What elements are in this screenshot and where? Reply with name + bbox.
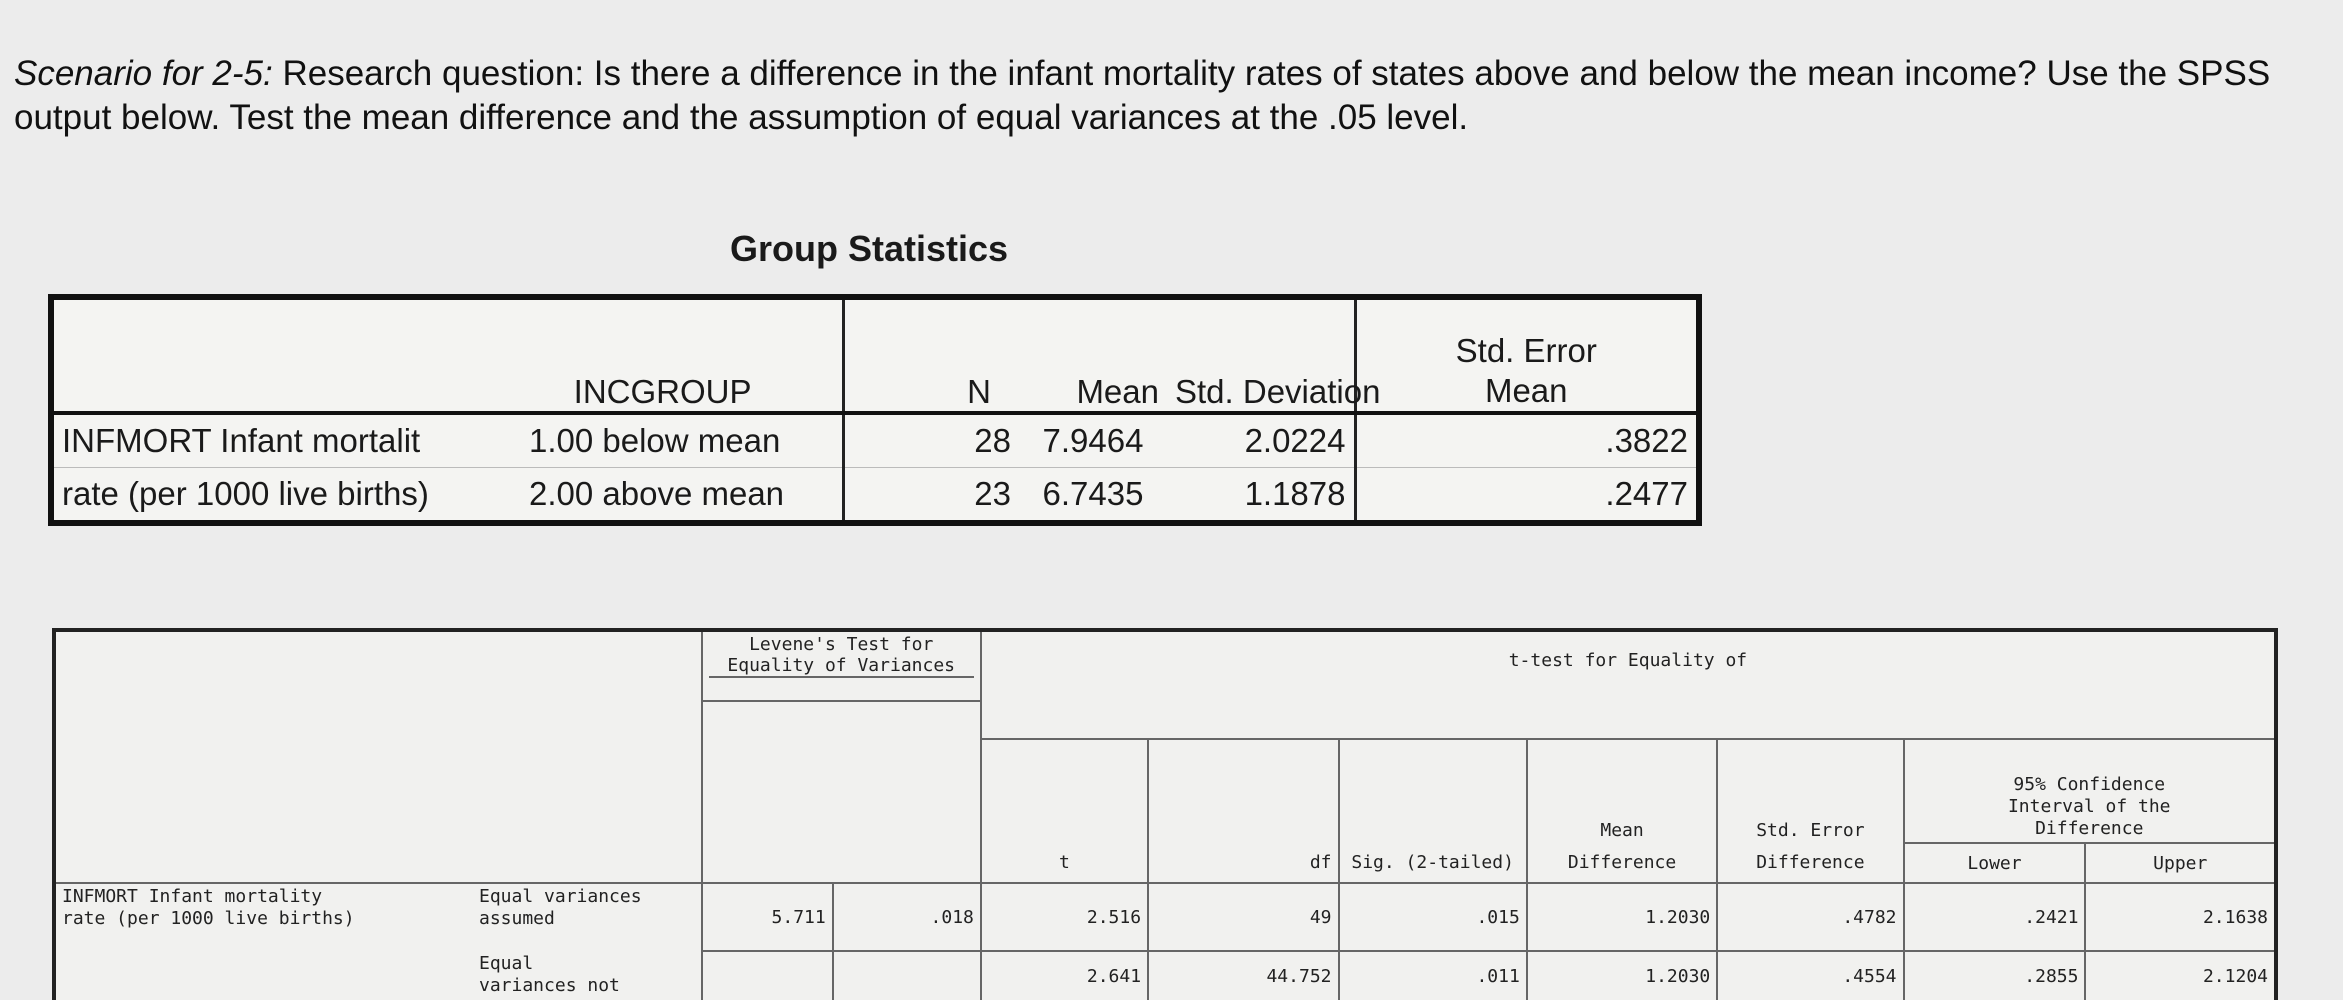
header-sig-2-tailed: Sig. (2-tailed) — [1339, 843, 1527, 883]
row-label — [473, 883, 702, 951]
ci-header-line2: Interval of the — [2007, 796, 2171, 817]
std-error-difference-value: .4782 — [1717, 883, 1903, 951]
levene-blank — [702, 701, 981, 883]
mean-value: 6.7435 — [1042, 474, 1144, 512]
ci-header-line3: Difference — [2035, 818, 2144, 839]
lower-value: .2421 — [1904, 883, 2086, 951]
independent-samples-test-table — [52, 628, 2278, 1000]
row-label-line1: Equal variances — [479, 886, 642, 907]
table-row — [54, 883, 2276, 951]
header-n: N — [843, 297, 1019, 413]
sig-value — [833, 951, 981, 1000]
scenario-text — [14, 52, 2314, 140]
f-value — [702, 951, 833, 1000]
sig2-blank — [1339, 739, 1527, 843]
mean-difference-value: 1.2030 — [1527, 951, 1717, 1000]
row-label — [473, 951, 702, 1000]
mean-value: 7.9464 — [1019, 413, 1167, 468]
variable-label-line1: INFMORT Infant mortalit — [51, 413, 521, 468]
group-statistics-header-row — [51, 297, 1699, 413]
table-row — [51, 467, 1699, 523]
table-row — [51, 413, 1699, 468]
group-statistics-title: Group Statistics — [730, 228, 1009, 269]
levene-header — [702, 630, 981, 701]
se-value: .2477 — [1605, 474, 1688, 512]
header-row-levene — [54, 630, 2276, 701]
header-df: df — [1148, 843, 1338, 883]
t-value: 2.516 — [981, 883, 1148, 951]
levene-header-line1: Levene's Test for — [749, 634, 934, 655]
n-value: 23 — [974, 474, 1011, 512]
levene-header-line2: Equality of Variances — [709, 655, 974, 678]
header-std-error-difference-line2: Difference — [1717, 843, 1903, 883]
se-value: .3822 — [1355, 413, 1699, 468]
upper-value: 2.1204 — [2085, 951, 2276, 1000]
header-std-error-line2: Mean — [1484, 371, 1568, 409]
group-label: 2.00 above mean — [521, 467, 843, 523]
row-label-line2: variances not — [479, 975, 620, 996]
variable-label — [54, 883, 473, 951]
df-blank — [1148, 739, 1338, 843]
variable-label-line2: rate (per 1000 live births) — [62, 474, 429, 512]
sig-value: .018 — [833, 883, 981, 951]
header-std-error-mean — [1355, 297, 1699, 413]
mean-difference-value: 1.2030 — [1527, 883, 1717, 951]
f-value: 5.711 — [702, 883, 833, 951]
header-std-deviation: Std. Deviation — [1167, 297, 1355, 413]
header-incgroup: INCGROUP — [51, 297, 843, 413]
header-std-error-difference-line1: Std. Error — [1717, 739, 1903, 843]
variable-label-blank — [54, 951, 473, 1000]
group-label: 1.00 below mean — [521, 413, 843, 468]
df-value: 44.752 — [1148, 951, 1338, 1000]
sig2-value: .011 — [1339, 951, 1527, 1000]
upper-value: 2.1638 — [2085, 883, 2276, 951]
t-blank — [981, 739, 1148, 843]
scenario-body: Research question: Is there a difference in the infant mortality rates of states above and below the mean income? Use the SPSS output below. Test the mean difference and the assumption of equal variances at the .05 level. — [14, 54, 2271, 137]
header-blank — [54, 630, 702, 883]
header-upper: Upper — [2085, 843, 2276, 883]
sig2-value: .015 — [1339, 883, 1527, 951]
header-mean: Mean — [1019, 297, 1167, 413]
header-mean-difference-line1: Mean — [1527, 739, 1717, 843]
ci-header — [1904, 739, 2277, 843]
header-mean-difference-line2: Difference — [1527, 843, 1717, 883]
scenario-lead: Scenario for 2-5: — [14, 54, 273, 93]
header-lower: Lower — [1904, 843, 2086, 883]
table-row — [54, 951, 2276, 1000]
std-error-difference-value: .4554 — [1717, 951, 1903, 1000]
lower-value: .2855 — [1904, 951, 2086, 1000]
header-t: t — [981, 843, 1148, 883]
ci-header-line1: 95% Confidence — [2013, 774, 2166, 795]
sd-value: 2.0224 — [1167, 413, 1355, 468]
row-label-line2: assumed — [479, 908, 555, 929]
sd-value: 1.1878 — [1167, 467, 1355, 523]
t-value: 2.641 — [981, 951, 1148, 1000]
df-value: 49 — [1148, 883, 1338, 951]
variable-label-line2: rate (per 1000 live births) — [62, 908, 355, 929]
n-value: 28 — [843, 413, 1019, 468]
variable-label-line1: INFMORT Infant mortality — [62, 886, 323, 907]
group-statistics-table — [48, 294, 1702, 526]
ttest-header: t-test for Equality of — [981, 630, 2276, 739]
row-label-line1: Equal — [479, 953, 534, 974]
header-std-error-line1: Std. Error — [1455, 331, 1597, 369]
